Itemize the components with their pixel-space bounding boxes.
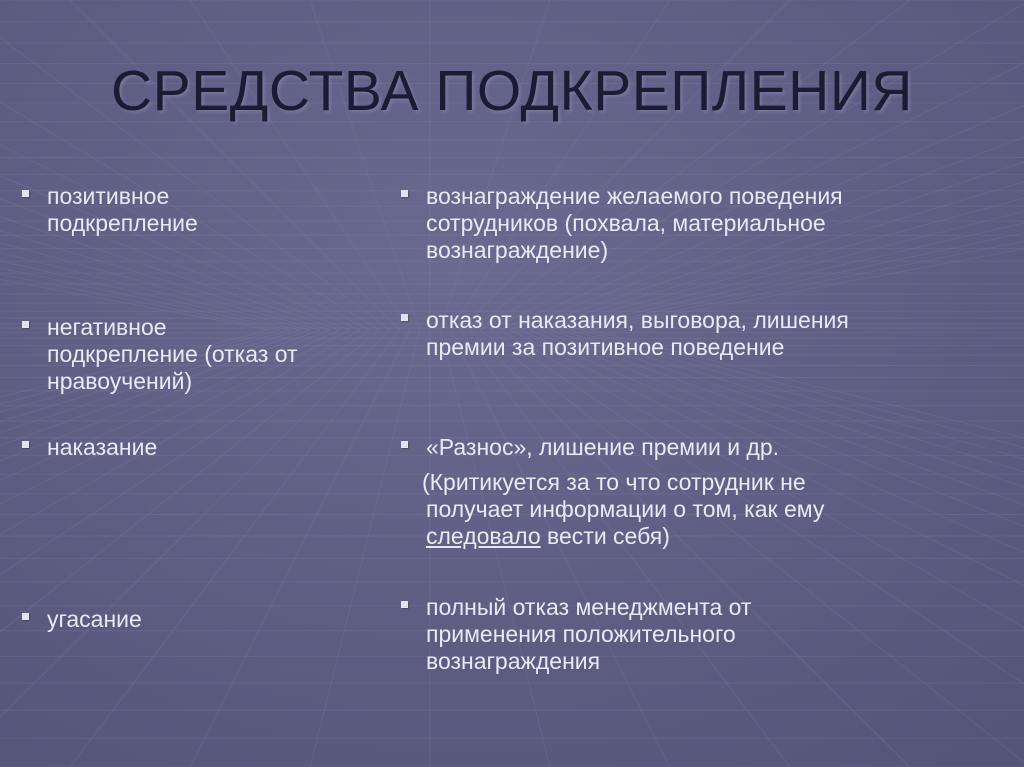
left-item-text: наказание	[47, 434, 158, 460]
note-line-1: (Критикуется за то что сотрудник не	[422, 469, 806, 495]
criticism-note	[414, 469, 824, 550]
right-item-text: «Разнос», лишение премии и др.	[426, 434, 780, 460]
left-item-positive-reinforcement	[47, 183, 377, 237]
right-item-no-punishment	[426, 307, 986, 361]
note-line-3	[414, 523, 824, 550]
slide-title: СРЕДСТВА ПОДКРЕПЛЕНИЯ	[111, 59, 913, 123]
right-item-text: отказ от наказания, выговора, лишения премии за позитивное поведение	[426, 307, 849, 360]
left-item-extinction	[47, 606, 377, 633]
underlined-word: следовало	[426, 523, 541, 549]
left-item-text: негативное подкрепление (отказ от нравоучений)	[47, 314, 298, 394]
right-item-reward	[426, 183, 986, 264]
note-line-2: получает информации о том, как ему	[426, 496, 825, 522]
left-item-text: угасание	[47, 606, 142, 632]
square-bullet-icon	[22, 441, 29, 448]
left-item-negative-reinforcement	[47, 314, 387, 395]
square-bullet-icon	[22, 613, 29, 620]
note-line-3-rest: вести себя)	[540, 523, 670, 549]
square-bullet-icon	[22, 190, 29, 197]
square-bullet-icon	[401, 601, 408, 608]
right-item-scolding	[426, 434, 986, 461]
square-bullet-icon	[401, 190, 408, 197]
right-item-text: полный отказ менеджмента от применения положительного вознаграждения	[426, 594, 752, 674]
square-bullet-icon	[22, 321, 29, 328]
right-item-extinction-desc	[426, 594, 986, 675]
square-bullet-icon	[401, 314, 408, 321]
square-bullet-icon	[401, 441, 408, 448]
right-item-text: вознаграждение желаемого поведения сотрудников (похвала, материальное вознаграждение)	[426, 183, 843, 263]
left-item-punishment	[47, 434, 377, 461]
left-item-text: позитивное подкрепление	[47, 183, 198, 236]
